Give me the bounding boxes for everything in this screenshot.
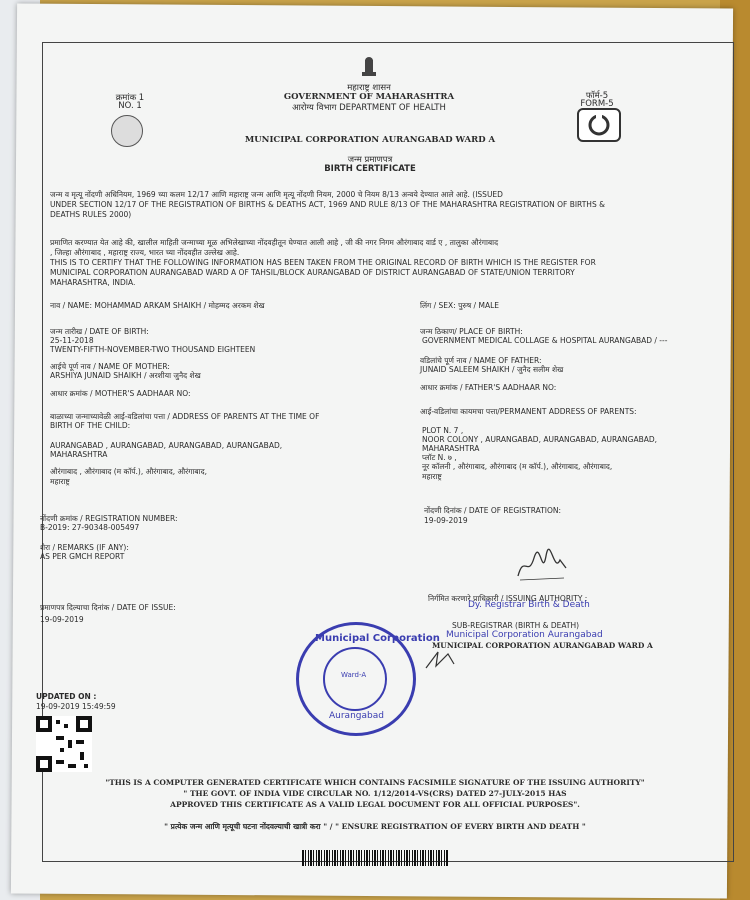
- updated-label: UPDATED ON :: [36, 692, 97, 701]
- form-label: FORM-5: [580, 99, 614, 109]
- updated-value: 19-09-2019 15:49:59: [36, 702, 116, 711]
- issue-date-label: प्रमाणपत्र दिल्याचा दिनांक / DATE OF ISSUE:: [40, 603, 176, 612]
- permanent-address-5: नूर कॉलनी , औरंगाबाद, औरंगाबाद (म कॉर्प.), औरंगाबाद, औरंगाबाद,: [422, 462, 613, 471]
- government-title: GOVERNMENT OF MAHARASHTRA: [283, 92, 455, 102]
- authority-corporation: MUNICIPAL CORPORATION AURANGABAD WARD A: [432, 641, 653, 650]
- certify-line-1: प्रमाणित करण्यात येत आहे की, खालील माहिती जन्माच्या मूळ अभिलेखाच्या नोंदवहीतून घेण्यात आली आहे , जी की नगर निगम औरंगाबाद वार्ड ए , तालुका औरंगाबाद: [50, 238, 499, 247]
- permanent-address-2: NOOR COLONY , AURANGABAD, AURANGABAD, AURANGABAD,: [422, 435, 658, 444]
- father-aadhaar-label: आधार क्रमांक / FATHER'S AADHAAR NO:: [420, 383, 557, 392]
- certificate-title-hi: जन्म प्रमाणपत्र: [347, 155, 393, 165]
- seal-top-text: Municipal Corporation: [315, 633, 440, 644]
- initials-icon: [424, 648, 460, 672]
- permanent-address-6: महाराष्ट्र: [422, 472, 442, 481]
- kramank-hi: क्रमांक 1: [115, 93, 145, 103]
- ashoka-emblem-icon: [357, 56, 381, 80]
- certify-line-5: MAHARASHTRA, INDIA.: [50, 278, 136, 287]
- stamp-designation: Dy. Registrar Birth & Death: [468, 600, 590, 610]
- qr-code-icon: [36, 716, 92, 772]
- form-hi: फॉर्म-5: [585, 91, 609, 101]
- issue-date: 19-09-2019: [40, 615, 84, 624]
- signature-icon: [514, 548, 570, 584]
- footer-line-2: " THE GOVT. OF INDIA VIDE CIRCULAR NO. 1/12/2014-VS(CRS) DATED 27-JULY-2015 HAS: [183, 789, 567, 798]
- stamp-corporation: Municipal Corporation Aurangabad: [446, 630, 603, 640]
- dob-label: जन्म तारीख / DATE OF BIRTH:: [50, 327, 149, 336]
- permanent-address-1: PLOT N. 7 ,: [422, 426, 464, 435]
- footer-line-1: "THIS IS A COMPUTER GENERATED CERTIFICATE WHICH CONTAINS FACSIMILE SIGNATURE OF THE ISSUING AUTHORITY": [105, 778, 645, 787]
- seal-inner-ring: [323, 647, 387, 711]
- certify-line-3: THIS IS TO CERTIFY THAT THE FOLLOWING INFORMATION HAS BEEN TAKEN FROM THE ORIGINAL RECORD OF BIRTH WHICH IS THE REGISTER FOR: [50, 258, 596, 267]
- maharashtra-seal-icon: [111, 115, 143, 147]
- intro-line-1: जन्म व मृत्यू नोंदणी अधिनियम, 1969 च्या कलम 12/17 आणि महाराष्ट्र जन्म आणि मृत्यू नोंदणी नियम, 2000 चे नियम 8/13 अन्वये देण्यात आले आहे. (ISSUED: [50, 190, 503, 199]
- sub-registrar-label: SUB-REGISTRAR (BIRTH & DEATH): [452, 621, 580, 630]
- pob-value: GOVERNMENT MEDICAL COLLAGE & HOSPITAL AURANGABAD / ---: [422, 336, 668, 345]
- pob-label: जन्म ठिकाण/ PLACE OF BIRTH:: [420, 327, 523, 336]
- child-sex: लिंग / SEX: पुरुष / MALE: [420, 301, 499, 310]
- footer-line-3: APPROVED THIS CERTIFICATE AS A VALID LEGAL DOCUMENT FOR ALL OFFICIAL PURPOSES".: [170, 800, 580, 809]
- birth-address-3: औरंगाबाद , औरंगाबाद (म कॉर्प.), औरंगाबाद, औरंगाबाद,: [50, 467, 207, 476]
- remarks-label: शेरा / REMARKS (IF ANY):: [40, 543, 129, 552]
- seal-ward-text: Ward-A: [341, 671, 367, 679]
- registration-number-label: नोंदणी क्रमांक / REGISTRATION NUMBER:: [40, 514, 178, 523]
- dob-value: 25-11-2018: [50, 336, 94, 345]
- remarks-value: AS PER GMCH REPORT: [40, 552, 125, 561]
- birth-address-1: AURANGABAD , AURANGABAD, AURANGABAD, AURANGABAD,: [50, 441, 283, 450]
- permanent-address-label: आई-वडिलांचा कायमचा पत्ता/PERMANENT ADDRESS OF PARENTS:: [420, 407, 637, 416]
- department-title: आरोग्य विभाग DEPARTMENT OF HEALTH: [292, 103, 446, 113]
- birth-address-2: MAHARASHTRA: [50, 450, 108, 459]
- certificate-title: BIRTH CERTIFICATE: [324, 164, 416, 174]
- intro-line-3: DEATHS RULES 2000): [50, 210, 132, 219]
- seal-bottom-text: Aurangabad: [329, 711, 384, 721]
- mother-label: आईचे पूर्ण नाव / NAME OF MOTHER:: [50, 362, 170, 371]
- birth-address-label-1: बाळाच्या जन्माच्यावेळी आई-वडिलांचा पत्ता / ADDRESS OF PARENTS AT THE TIME OF: [50, 412, 320, 421]
- certify-line-2: , जिल्हा औरंगाबाद , महाराष्ट्र राज्य, भारत च्या नोंदवहीत उल्लेख आहे.: [50, 248, 240, 257]
- number-label: NO. 1: [118, 101, 142, 111]
- registration-logo-icon: [577, 108, 621, 142]
- footer-line-4: " प्रत्येक जन्म आणि मृत्यूची घटना नोंदवल्याची खात्री करा " / " ENSURE REGISTRATION OF EVERY BIRTH AND DEATH ": [164, 822, 586, 831]
- father-label: वडिलांचे पूर्ण नाव / NAME OF FATHER:: [420, 356, 542, 365]
- barcode-icon: [302, 850, 448, 866]
- father-name: JUNAID SALEEM SHAIKH / जुनैद सलीम शेख: [420, 365, 564, 374]
- issuing-authority-label: निर्गमित करणारे प्राधिकारी / ISSUING AUTHORITY :: [428, 594, 588, 603]
- corporation-seal: [296, 622, 440, 736]
- dob-words: TWENTY-FIFTH-NOVEMBER-TWO THOUSAND EIGHTEEN: [50, 345, 256, 354]
- registration-date: 19-09-2019: [424, 516, 468, 525]
- registration-number: B-2019: 27-90348-005497: [40, 523, 140, 532]
- permanent-address-3: MAHARASHTRA: [422, 444, 480, 453]
- child-name: नाव / NAME: MOHAMMAD ARKAM SHAIKH / मोहम्मद अरकम शेख: [50, 301, 265, 310]
- intro-line-2: UNDER SECTION 12/17 OF THE REGISTRATION OF BIRTHS & DEATHS ACT, 1969 AND RULE 8/13 OF THE MAHARASHTRA REGISTRATION OF BIRTHS &: [50, 200, 605, 209]
- certify-line-4: MUNICIPAL CORPORATION AURANGABAD WARD A OF TAHSIL/BLOCK AURANGABAD OF DISTRICT AURANGABAD OF STATE/UNION TERRITORY: [50, 268, 575, 277]
- birth-address-4: महाराष्ट्र: [50, 477, 70, 486]
- corporation-title: MUNICIPAL CORPORATION AURANGABAD WARD A: [244, 135, 496, 145]
- registration-date-label: नोंदणी दिनांक / DATE OF REGISTRATION:: [424, 506, 562, 515]
- mother-aadhaar-label: आधार क्रमांक / MOTHER'S AADHAAR NO:: [50, 389, 191, 398]
- gov-hi: महाराष्ट्र शासन: [347, 83, 391, 93]
- permanent-address-4: प्लॉट N. ७ ,: [422, 453, 457, 462]
- mother-name: ARSHIYA JUNAID SHAIKH / अरशीया जुनैद शेख: [50, 371, 201, 380]
- birth-address-label-2: BIRTH OF THE CHILD:: [50, 421, 131, 430]
